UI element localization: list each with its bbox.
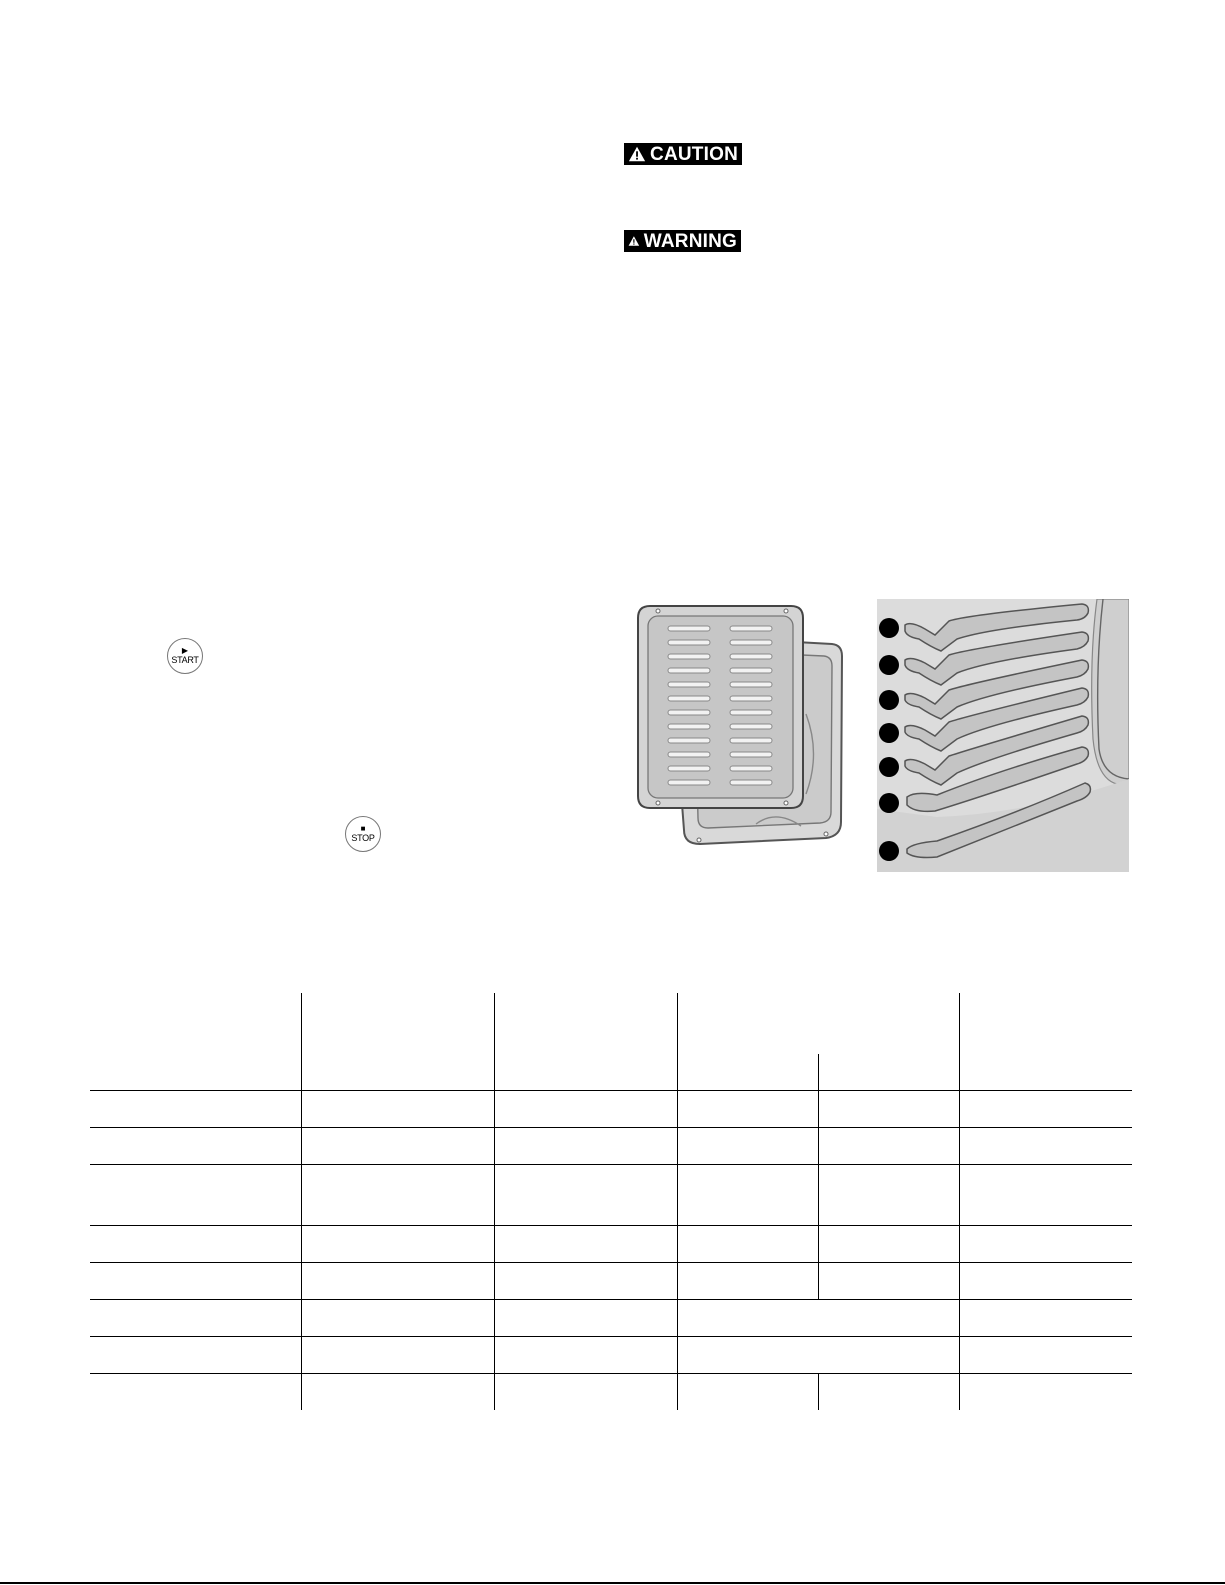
caution-label — [624, 143, 742, 165]
broiler-pan-illustration — [636, 604, 848, 850]
start-key-label: START — [171, 655, 199, 665]
warning-triangle-icon — [628, 145, 646, 163]
table-row-rule — [90, 1127, 1132, 1128]
table-row-rule — [90, 1262, 1132, 1263]
stop-key-label: STOP — [351, 833, 375, 843]
table-row-rule — [90, 1336, 1132, 1337]
table-subcolumn-rule — [818, 1373, 819, 1410]
stop-key-icon — [345, 816, 381, 852]
table-column-rule — [677, 993, 678, 1410]
table-column-rule — [494, 993, 495, 1410]
start-key-icon — [167, 638, 203, 674]
play-triangle-icon: ▶ — [181, 646, 189, 655]
caution-text: CAUTION — [650, 143, 738, 165]
stop-square-icon: ■ — [360, 824, 366, 833]
table-row-rule — [90, 1090, 1132, 1091]
table-column-rule — [959, 993, 960, 1410]
table-subcolumn-rule — [818, 1054, 819, 1299]
table-row-rule — [90, 1225, 1132, 1226]
warning-label — [624, 230, 741, 252]
warning-text: WARNING — [643, 230, 737, 252]
page-bottom-rule — [0, 1582, 1225, 1584]
table-row-rule — [90, 1373, 1132, 1374]
oven-rack-positions-illustration — [877, 599, 1129, 872]
table-column-rule — [301, 993, 302, 1410]
table-row-rule — [90, 1299, 1132, 1300]
warning-triangle-icon — [628, 232, 640, 250]
table-row-rule — [90, 1164, 1132, 1165]
